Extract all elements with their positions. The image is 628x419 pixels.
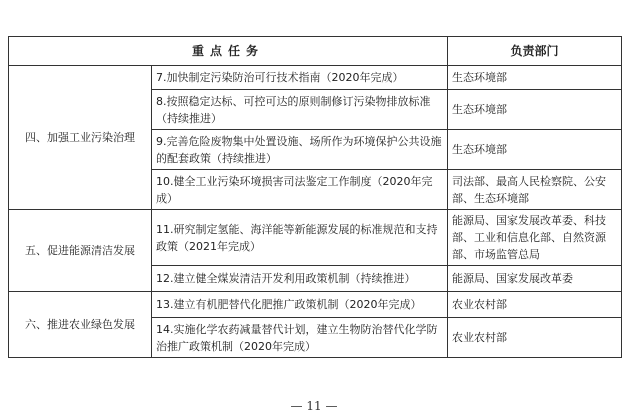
policy-task-table — [8, 36, 622, 358]
dept-cell: 司法部、最高人民检察院、公安部、生态环境部 — [448, 170, 622, 210]
table-row — [9, 210, 622, 266]
dept-cell: 农业农村部 — [448, 318, 622, 358]
dept-cell: 生态环境部 — [448, 66, 622, 90]
table-header-row — [9, 37, 622, 66]
task-cell: 11.研究制定氢能、海洋能等新能源发展的标准规范和支持政策（2021年完成） — [152, 210, 448, 266]
table-row — [9, 66, 622, 90]
task-cell: 10.健全工业污染环境损害司法鉴定工作制度（2020年完成） — [152, 170, 448, 210]
page-number: — 11 — — [290, 399, 338, 413]
task-cell: 12.建立健全煤炭清洁开发利用政策机制（持续推进） — [152, 266, 448, 292]
table-row — [9, 292, 622, 318]
header-key-tasks: 重点任务 — [9, 37, 448, 66]
category-clean-energy: 五、促进能源清洁发展 — [9, 210, 152, 292]
dept-cell: 生态环境部 — [448, 130, 622, 170]
task-cell: 7.加快制定污染防治可行技术指南（2020年完成） — [152, 66, 448, 90]
category-green-agriculture: 六、推进农业绿色发展 — [9, 292, 152, 358]
dept-cell: 能源局、国家发展改革委、科技部、工业和信息化部、自然资源部、市场监管总局 — [448, 210, 622, 266]
task-cell: 14.实施化学农药减量替代计划，建立生物防治替代化学防治推广政策机制（2020年完成） — [152, 318, 448, 358]
task-cell: 9.完善危险废物集中处置设施、场所作为环境保护公共设施的配套政策（持续推进） — [152, 130, 448, 170]
dept-cell: 生态环境部 — [448, 90, 622, 130]
task-cell: 13.建立有机肥替代化肥推广政策机制（2020年完成） — [152, 292, 448, 318]
category-industrial-pollution: 四、加强工业污染治理 — [9, 66, 152, 210]
dept-cell: 农业农村部 — [448, 292, 622, 318]
task-cell: 8.按照稳定达标、可控可达的原则制修订污染物排放标准（持续推进） — [152, 90, 448, 130]
dept-cell: 能源局、国家发展改革委 — [448, 266, 622, 292]
header-responsible-dept: 负责部门 — [448, 37, 622, 66]
